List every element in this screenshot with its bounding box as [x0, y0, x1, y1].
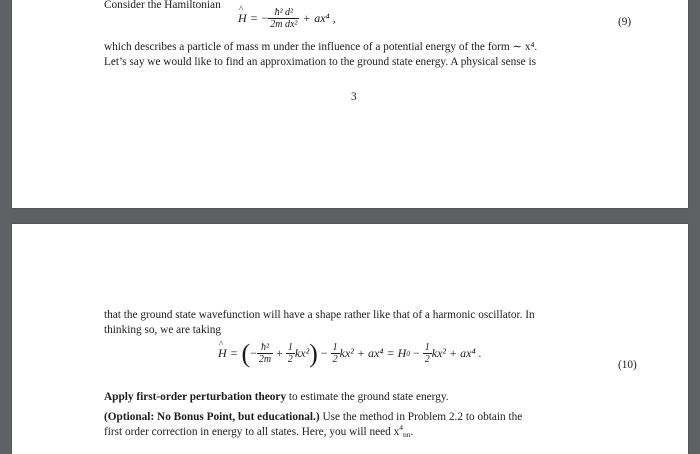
eq9-lhs: ^ H — [238, 11, 247, 26]
page2-line2: thinking so, we are taking — [104, 324, 222, 336]
eq10-half-num: 1 — [287, 342, 293, 353]
equation-10: ^ H = ( − $\frac{\text{ħ²}}{2m}$ + $\frac{1}{2}$ kx² ) − $\frac{1}{2}$ kx² + ax⁴ = H 0 − $\frac{1}{2}$ kx² + ax⁴ . — [218, 342, 482, 365]
eq10-half-den: 2 — [287, 354, 293, 365]
task-line2 — [104, 410, 522, 425]
task-bold-2: (Optional: No Bonus Point, but educational.) — [104, 411, 320, 423]
intro-text: Consider the Hamiltonian — [104, 0, 221, 11]
equation-9 — [238, 7, 336, 30]
eq10-kx2: kx² — [294, 346, 310, 360]
eq9-frac-num: ħ² d² — [268, 7, 299, 19]
eq10-half3-num: 1 — [424, 342, 430, 353]
eq10-frac-half-2 — [331, 342, 340, 365]
task-line3 — [104, 425, 413, 440]
task-end: . — [410, 426, 414, 438]
eq10-number: (10) — [618, 359, 637, 371]
eq10-frac-half-1 — [286, 342, 295, 365]
eq10-lhs: ^ H — [218, 346, 227, 361]
task-sup: 4 — [399, 423, 404, 432]
eq10-half2-num: 1 — [332, 342, 338, 353]
eq10-half2-den: 2 — [332, 354, 338, 365]
eq10-left-paren: ( — [241, 338, 251, 368]
page2-line1: that the ground state wavefunction will have a shape rather like that of a harmonic oscillator. In — [104, 309, 535, 321]
eq9-plus: + — [303, 11, 311, 25]
eq9-minus: − — [261, 11, 269, 25]
page1-line1: which describes a particle of mass m under the influence of a potential energy of the form ∼ x⁴. — [104, 41, 538, 53]
task-line3-text: first order correction in energy to all states. Here, you will need x — [104, 426, 400, 438]
task-rest-1: to estimate the ground state energy. — [286, 391, 449, 403]
eq9-number: (9) — [618, 16, 632, 28]
eq9-fraction — [268, 7, 299, 30]
eq10-half3-den: 2 — [424, 354, 430, 365]
task-line1 — [104, 390, 449, 405]
eq10-frac-a-den: 2m — [258, 354, 272, 365]
eq10-equals: = — [230, 346, 238, 360]
eq10-frac-a-num: ħ² — [257, 342, 273, 354]
eq10-tail: kx² + ax⁴ . — [431, 346, 482, 360]
task-sub: nn — [403, 430, 411, 439]
eq10-frac-half-3 — [423, 342, 432, 365]
eq9-comma: , — [332, 11, 336, 25]
eq10-middle: kx² + ax⁴ = H — [339, 346, 407, 360]
page-bottom — [12, 224, 688, 454]
task-bold-1: Apply first-order perturbation theory — [104, 391, 287, 403]
eq10-frac-a — [257, 342, 273, 365]
eq9-equals: = — [250, 11, 258, 25]
task-rest-2: Use the method in Problem 2.2 to obtain the — [319, 411, 523, 423]
eq10-right-paren: ) — [309, 338, 318, 368]
eq9-term: ax⁴ — [314, 11, 330, 25]
eq9-frac-den: 2m dx² — [270, 19, 298, 30]
page-top — [12, 0, 688, 208]
page-number: 3 — [351, 91, 357, 103]
page1-line2: Let’s say we would like to find an approximation to the ground state energy. A physical sense is — [104, 56, 537, 68]
